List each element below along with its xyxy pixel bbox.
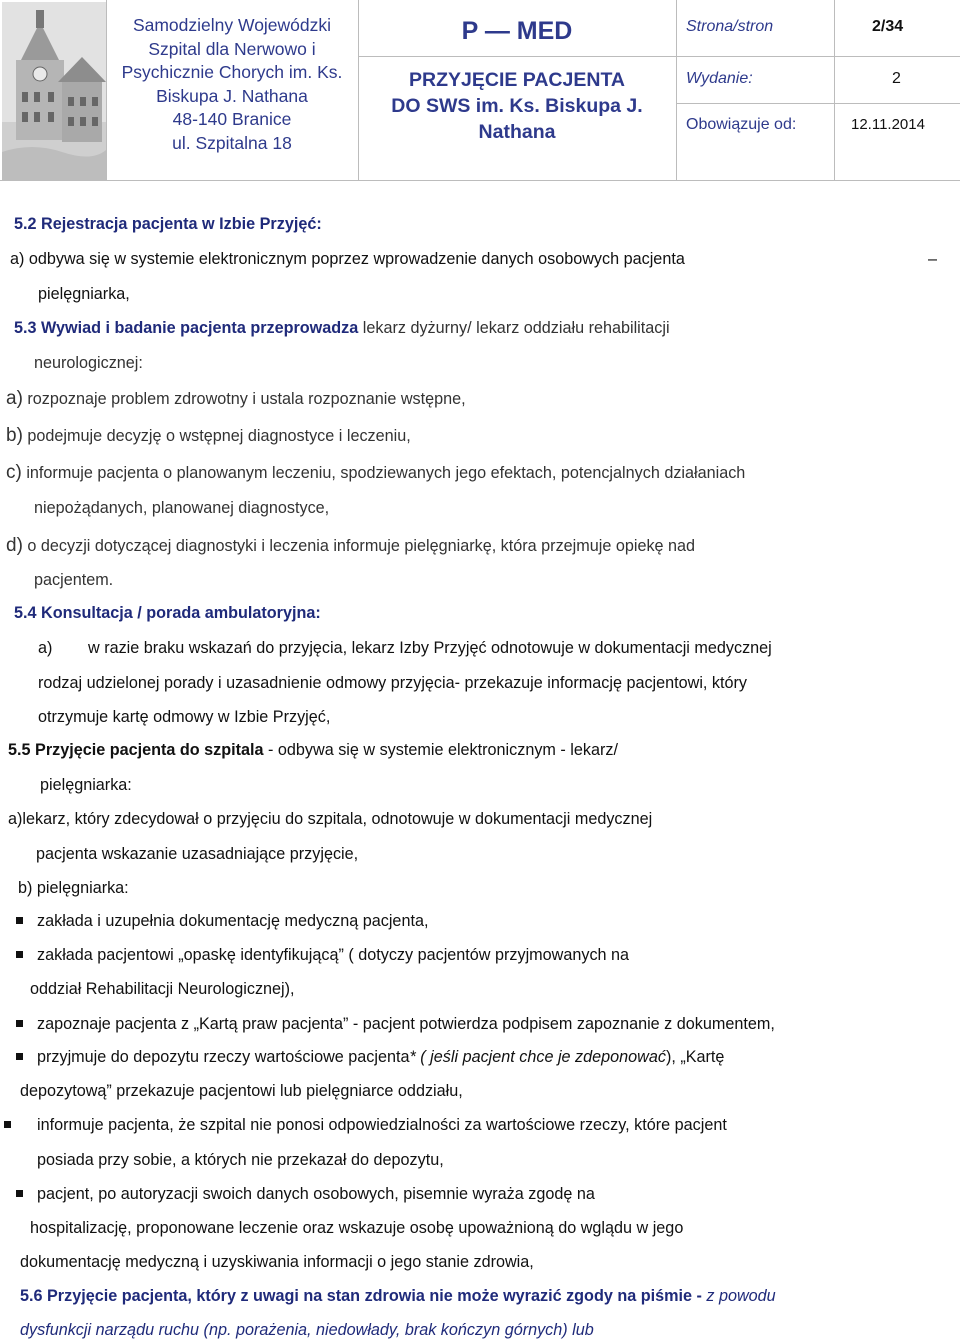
institution-line: Psychicznie Chorych im. Ks. [121,62,343,82]
bullet-text: informuje pacjenta, że szpital nie ponosi odpowiedzialności za wartościowe rzeczy, które pacjent [37,1116,727,1134]
title-line: Nathana [478,121,556,143]
paragraph-line: pacjentem. [34,571,114,589]
paragraph-line: posiada przy sobie, a których nie przekazał do depozytu, [37,1151,444,1169]
paragraph-line: dokumentację medyczną i uzyskiwania informacji o jego stanie zdrowia, [20,1253,534,1271]
paragraph-line: hospitalizację, proponowane leczenie oraz wskazuje osobę upoważnioną do wglądu w jego [30,1219,684,1237]
list-text: podejmuje decyzję o wstępnej diagnostyce i leczeniu, [27,427,411,445]
institution-line: 48-140 Branice [172,109,292,129]
list-label: a) [38,639,53,657]
paragraph-line: pielęgniarka, [38,285,130,303]
section-heading-rest: lekarz dyżurny/ lekarz oddziału rehabilitacji [362,319,670,337]
list-item: b) podejmuje decyzję o wstępnej diagnostyce i leczeniu, [6,425,411,446]
section-heading-bold: Przyjęcie pacjenta do szpitala [35,741,264,759]
section-heading-bold: 5.6 Przyjęcie pacjenta, który z uwagi na stan zdrowia nie może wyrazić zgody na piśmie - [20,1287,702,1305]
system-name: P — MED [461,17,573,45]
title-line: DO SWS im. Ks. Biskupa J. [391,95,643,117]
page-label: Strona/stron [686,18,774,35]
bullet-text: przyjmuje do depozytu rzeczy wartościowe pacjenta [37,1048,410,1066]
section-heading-bold: Wywiad i badanie pacjenta przeprowadza [41,319,359,337]
procedure-title [358,67,676,145]
document-header [0,0,960,180]
section-heading-italic: z powodu [701,1287,776,1305]
bullet-text-italic: * ( jeśli pacjent chce je zdeponować [409,1048,666,1066]
section-5-2-heading: 5.2 Rejestracja pacjenta w Izbie Przyjęć: [14,215,322,233]
list-item: d) o decyzji dotyczącej diagnostyki i leczenia informuje pielęgniarkę, która przejmuje opiekę nad [6,535,696,556]
paragraph-line: depozytową” przekazuje pacjentowi lub pielęgniarce oddziału, [20,1082,463,1100]
effective-label: Obowiązuje od: [686,116,797,133]
paragraph-line: w razie braku wskazań do przyjęcia, lekarz Izby Przyjęć odnotowuje w dokumentacji medycznej [88,639,772,657]
effective-date: 12.11.2014 [851,116,925,133]
paragraph-line: a)lekarz, który zdecydował o przyjęciu do szpitala, odnotowuje w dokumentacji medycznej [8,810,653,828]
bullet-item: zakłada i uzupełnia dokumentację medyczną pacjenta, [37,912,429,930]
hospital-building-logo [2,2,106,180]
paragraph-line: pielęgniarka: [40,776,132,794]
paragraph-line: niepożądanych, planowanej diagnostyce, [34,499,330,517]
paragraph-line: otrzymuje kartę odmowy w Izbie Przyjęć, [38,708,331,726]
section-5-3-heading [14,318,670,338]
bullet-item: pacjent, po autoryzacji swoich danych osobowych, pisemnie wyraża zgodę na [37,1185,595,1203]
institution-line: Szpital dla Nerwowo i [148,38,316,59]
dash: – [928,250,938,268]
list-item: a) rozpoznaje problem zdrowotny i ustala rozpoznanie wstępne, [6,388,466,409]
page-value: 2/34 [872,18,904,35]
institution-name [106,14,358,155]
list-text: informuje pacjenta o planowanym leczeniu, spodziewanych jego efektach, potencjalnych działaniach [26,464,746,482]
paragraph-line: oddział Rehabilitacji Neurologicznej), [30,980,295,998]
section-heading-rest: - odbywa się w systemie elektronicznym - lekarz/ [263,741,618,759]
paragraph-line: pacjenta wskazanie uzasadniające przyjęcie, [36,845,359,863]
edition-label: Wydanie: [686,70,753,87]
title-line: PRZYJĘCIE PACJENTA [409,69,625,91]
paragraph-line: b) pielęgniarka: [18,879,129,897]
section-5-6-heading [20,1286,776,1306]
list-item: c) informuje pacjenta o planowanym leczeniu, spodziewanych jego efektach, potencjalnych działaniach [6,462,746,483]
paragraph-line: a) odbywa się w systemie elektronicznym poprzez wprowadzenie danych osobowych pacjenta [10,250,685,268]
list-text: o decyzji dotyczącej diagnostyki i leczenia informuje pielęgniarkę, która przejmuje opiekę nad [27,537,696,555]
paragraph-line: rodzaj udzielonej porady i uzasadnienie odmowy przyjęcia- przekazuje informację pacjentowi, który [38,674,748,692]
section-number: 5.5 [8,741,31,759]
bullet-item: zakłada pacjentowi „opaskę identyfikującą” ( dotyczy pacjentów przyjmowanych na [37,946,630,964]
paragraph-line: dysfunkcji narządu ruchu (np. porażenia, niedowłady, brak kończyn górnych) lub [20,1321,594,1339]
bullet-item: zapoznaje pacjenta z „Kartą praw pacjenta” - pacjent potwierdza podpisem zapoznanie z dokumentem, [37,1015,775,1033]
section-5-5-heading [8,740,618,760]
institution-line: ul. Szpitalna 18 [172,132,292,153]
section-number: 5.3 [14,319,37,337]
edition-value: 2 [892,70,901,87]
list-text: rozpoznaje problem zdrowotny i ustala rozpoznanie wstępne, [27,390,466,408]
institution-line: Samodzielny Wojewódzki [132,15,332,35]
bullet-item [37,1115,727,1135]
section-5-4-heading: 5.4 Konsultacja / porada ambulatoryjna: [14,604,321,622]
bullet-marker [4,1121,11,1128]
bullet-item [37,1047,724,1067]
institution-line: Biskupa J. Nathana [156,85,308,106]
bullet-text: ), „Kartę [665,1048,725,1066]
paragraph-line: neurologicznej: [34,354,143,372]
